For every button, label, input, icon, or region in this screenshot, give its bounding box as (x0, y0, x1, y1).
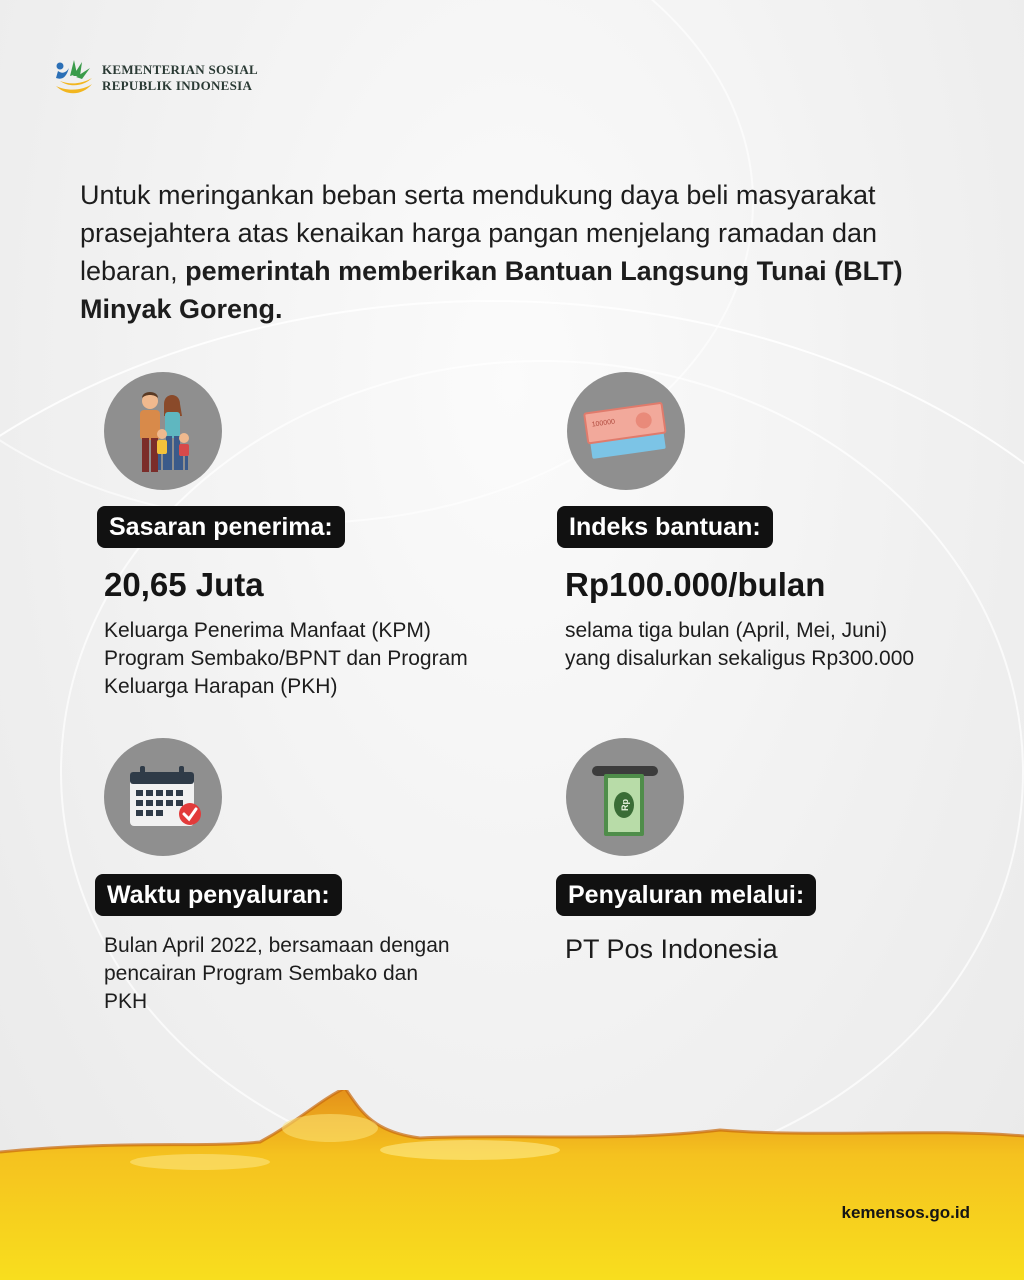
channel-description: PT Pos Indonesia (565, 934, 778, 964)
family-icon (104, 372, 222, 490)
time-description: Bulan April 2022, bersamaan dengan pencairan Program Sembako dan PKH (104, 934, 450, 1013)
kemensos-emblem-icon (52, 56, 96, 100)
recipients-label: Sasaran penerima: (97, 506, 345, 548)
ministry-name-line1: KEMENTERIAN SOSIAL (102, 62, 259, 77)
time-label: Waktu penyaluran: (95, 874, 342, 916)
intro-bold-text: pemerintah memberikan Bantuan Langsung Tunai (BLT) Minyak Goreng. (80, 256, 903, 324)
index-label: Indeks bantuan: (557, 506, 773, 548)
channel-label: Penyaluran melalui: (556, 874, 816, 916)
ministry-name (102, 62, 258, 94)
ministry-name-line2: REPUBLIK INDONESIA (102, 78, 253, 93)
banknotes-icon (567, 372, 685, 490)
svg-text:100000: 100000 (591, 418, 616, 429)
calendar-check-icon (104, 738, 222, 856)
recipients-value: 20,65 Juta (104, 566, 264, 603)
index-value: Rp100.000/bulan (565, 566, 826, 603)
intro-plain-text: Untuk meringankan beban serta mendukung daya beli masyarakat prasejahtera atas kenaikan harga pangan menjelang ramadan dan lebaran, (80, 180, 878, 286)
website-link[interactable]: kemensos.go.id (841, 1203, 970, 1222)
svg-text:Rp: Rp (620, 799, 630, 811)
ministry-logo (52, 56, 258, 100)
cooking-oil-wave (0, 1090, 1024, 1280)
cash-withdrawal-icon (566, 738, 684, 856)
index-description: selama tiga bulan (April, Mei, Juni) yang disalurkan sekaligus Rp300.000 (565, 619, 915, 670)
recipients-description: Keluarga Penerima Manfaat (KPM) Program Sembako/BPNT dan Program Keluarga Harapan (PKH) (104, 619, 468, 698)
intro-paragraph (80, 176, 970, 328)
